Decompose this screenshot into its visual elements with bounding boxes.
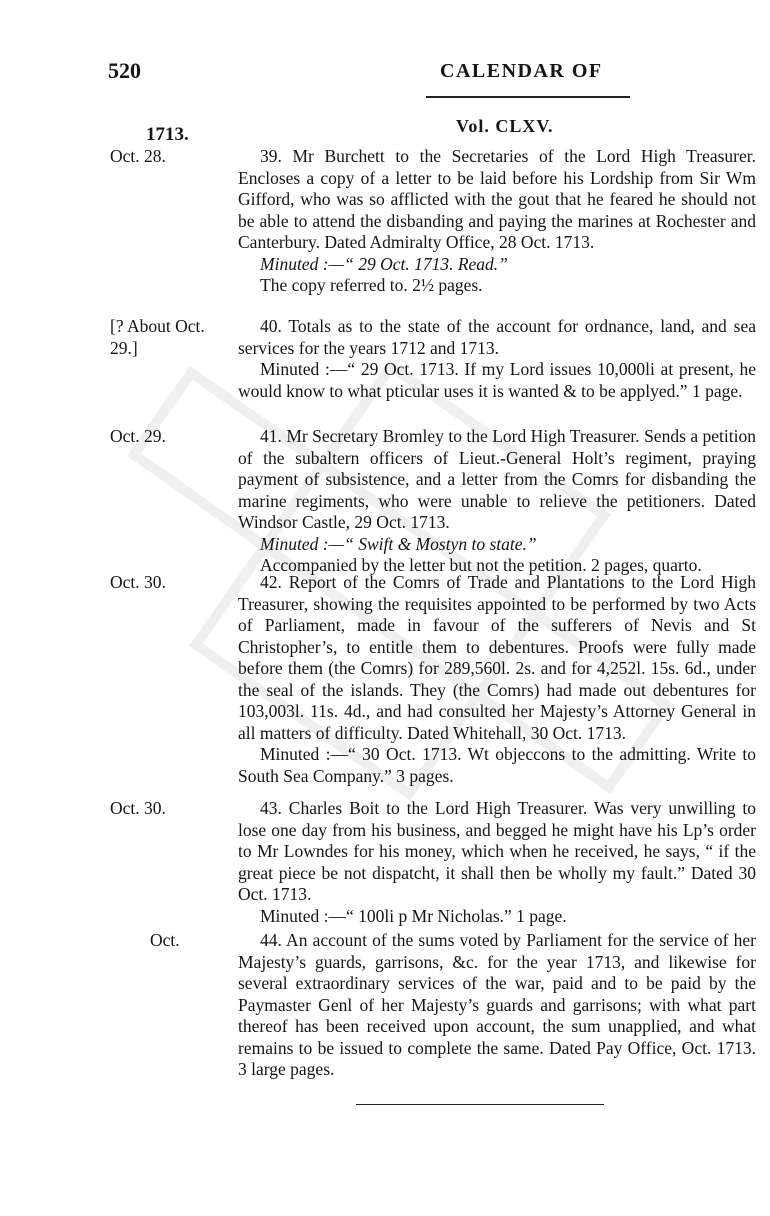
entry-40 — [110, 316, 756, 402]
entry-44 — [110, 930, 756, 1081]
entry-text: 41. Mr Secretary Bromley to the Lord High Treasurer. Sends a petition of the subaltern officers of Lieut.-General Holt’s regiment, praying payment of subsistence, and a letter from the Comrs for disbanding the marine regiments, who were unable to relieve the petitioners. Dated Windsor Castle, 29 Oct. 1713. — [238, 426, 756, 532]
entry-minute: Minuted :—“ Swift & Mostyn to state.” — [260, 533, 537, 554]
header-rule — [426, 96, 630, 98]
entry-minute: Minuted :—“ 30 Oct. 1713. Wt objeccons to the admitting. Write to South Sea Company.” 3 pages. — [238, 744, 756, 786]
entry-note: The copy referred to. 2½ pages. — [260, 275, 483, 295]
entry-date: Oct. 29. — [110, 426, 166, 446]
volume-heading: Vol. CLXV. — [456, 116, 554, 136]
entry-minute: Minuted :—“ 29 Oct. 1713. If my Lord issues 10,000li at present, he would know to what pticular uses it is wanted & to be applyed.” 1 page. — [238, 359, 756, 401]
page-number: 520 — [108, 58, 141, 83]
entry-minute: Minuted :—“ 100li p Mr Nicholas.” 1 page. — [260, 905, 567, 926]
entry-minute: Minuted :—“ 29 Oct. 1713. Read.” — [260, 253, 508, 274]
entry-text: 44. An account of the sums voted by Parliament for the service of her Majesty’s guards, garrisons, &c. for the year 1713, and likewise for several extraordinary services of the war, paid and to be paid by the Paymaster Genl of her Majesty’s guards and garrisons; with what part thereof has been received upon account, the sum unapplied, and what remains to be issued to complete the same. Dated Pay Office, Oct. 1713. 3 large pages. — [238, 930, 756, 1079]
entry-text: 43. Charles Boit to the Lord High Treasurer. Was very unwilling to lose one day from his business, and begged he might have his Lp’s order to Mr Lowndes for his money, which when he received, he says, “ if the great piece be not dispatcht, it shall then be wholly my fault.” Dated 30 Oct. 1713. — [238, 798, 756, 904]
entry-date: [? About Oct. 29.] — [110, 316, 205, 358]
entry-date: Oct. 30. — [110, 798, 166, 818]
entry-date: Oct. — [150, 930, 180, 950]
entry-43 — [110, 798, 756, 927]
entry-39 — [110, 146, 756, 297]
entry-text: 42. Report of the Comrs of Trade and Plantations to the Lord High Treasurer, showing the requisites appointed to be performed by two Acts of Parliament, made in favour of the sufferers of Nevis and St Christopher’s, to entitle them to debentures. Proofs were fully made before them (the Comrs) for 289,560l. 2s. and for 4,252l. 15s. 6d., under the seal of the islands. They (the Comrs) had made out debentures for 103,003l. 11s. 4d., and had consulted her Majesty’s Attorney General in all matters of difficulty. Dated Whitehall, 30 Oct. 1713. — [238, 572, 756, 743]
entry-note: Accompanied by the letter but not the petition. 2 pages, quarto. — [260, 555, 702, 575]
entry-41 — [110, 426, 756, 577]
entry-42 — [110, 572, 756, 787]
entry-text: 40. Totals as to the state of the account for ordnance, land, and sea services for the years 1712 and 1713. — [238, 316, 756, 358]
entry-date: Oct. 30. — [110, 572, 166, 592]
bottom-rule — [356, 1104, 604, 1105]
entry-text: 39. Mr Burchett to the Secretaries of the Lord High Treasurer. Encloses a copy of a letter to be laid before his Lordship from Sir Wm Gifford, who was so afflicted with the gout that he feared he should not be able to attend the disbanding and paying the marines at Rochester and Canterbury. Dated Admiralty Office, 28 Oct. 1713. — [238, 146, 756, 252]
running-title: CALENDAR OF — [440, 60, 603, 82]
year-heading: 1713. — [146, 124, 189, 145]
entry-date: Oct. 28. — [110, 146, 166, 166]
